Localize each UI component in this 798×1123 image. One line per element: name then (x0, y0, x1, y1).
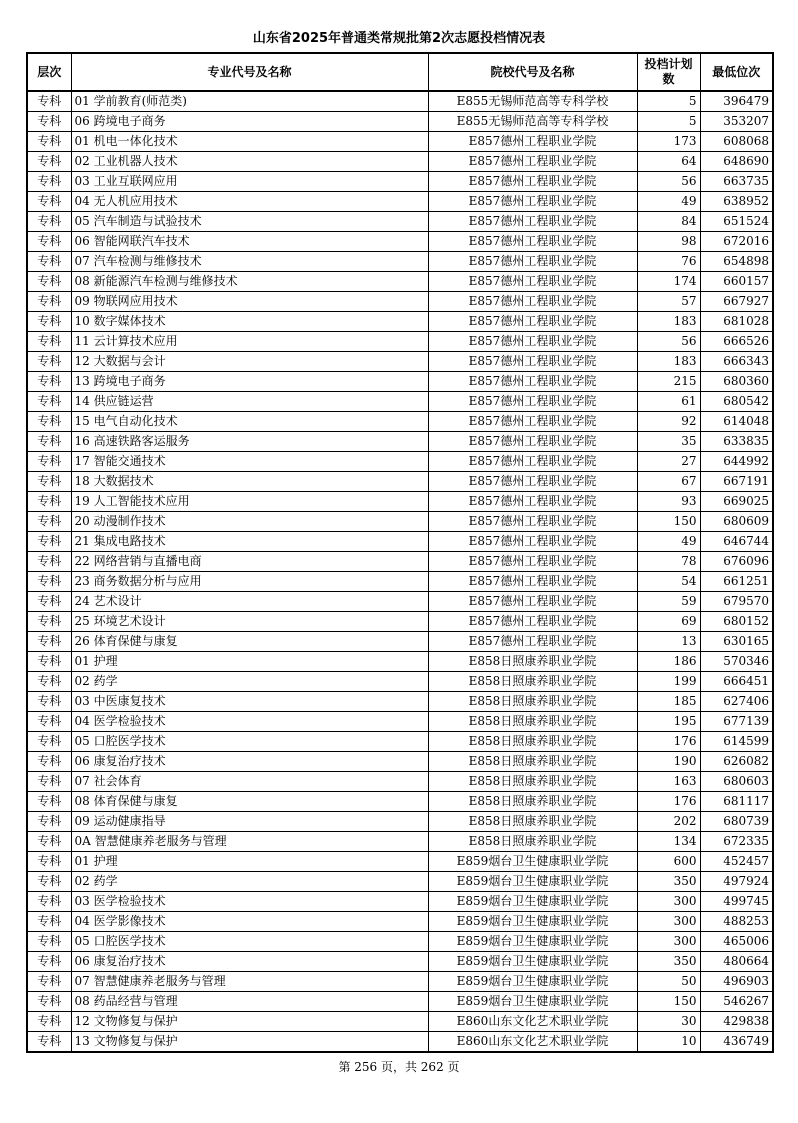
cell-major: 08 药品经营与管理 (71, 992, 428, 1012)
cell-level: 专科 (27, 992, 71, 1012)
table-row (27, 232, 773, 252)
cell-level: 专科 (27, 652, 71, 672)
cell-major: 06 康复治疗技术 (71, 752, 428, 772)
cell-plan: 56 (637, 332, 700, 352)
cell-plan: 163 (637, 772, 700, 792)
cell-plan: 84 (637, 212, 700, 232)
table-row (27, 91, 773, 112)
cell-level: 专科 (27, 552, 71, 572)
cell-level: 专科 (27, 892, 71, 912)
cell-school: E857德州工程职业学院 (428, 292, 637, 312)
cell-major: 14 供应链运营 (71, 392, 428, 412)
cell-school: E855无锡师范高等专科学校 (428, 91, 637, 112)
cell-level: 专科 (27, 752, 71, 772)
cell-level: 专科 (27, 112, 71, 132)
cell-rank: 654898 (700, 252, 773, 272)
cell-plan: 50 (637, 972, 700, 992)
cell-major: 23 商务数据分析与应用 (71, 572, 428, 592)
cell-rank: 465006 (700, 932, 773, 952)
table-row (27, 712, 773, 732)
cell-plan: 57 (637, 292, 700, 312)
cell-school: E855无锡师范高等专科学校 (428, 112, 637, 132)
cell-plan: 76 (637, 252, 700, 272)
cell-major: 02 药学 (71, 872, 428, 892)
cell-major: 08 体育保健与康复 (71, 792, 428, 812)
cell-plan: 176 (637, 792, 700, 812)
cell-level: 专科 (27, 332, 71, 352)
cell-major: 12 文物修复与保护 (71, 1012, 428, 1032)
cell-rank: 429838 (700, 1012, 773, 1032)
cell-school: E857德州工程职业学院 (428, 412, 637, 432)
table-row (27, 332, 773, 352)
cell-rank: 452457 (700, 852, 773, 872)
cell-level: 专科 (27, 812, 71, 832)
cell-plan: 195 (637, 712, 700, 732)
cell-major: 08 新能源汽车检测与维修技术 (71, 272, 428, 292)
cell-level: 专科 (27, 532, 71, 552)
cell-level: 专科 (27, 952, 71, 972)
table-row (27, 812, 773, 832)
cell-level: 专科 (27, 912, 71, 932)
cell-school: E858日照康养职业学院 (428, 692, 637, 712)
cell-level: 专科 (27, 772, 71, 792)
cell-major: 05 汽车制造与试验技术 (71, 212, 428, 232)
cell-rank: 499745 (700, 892, 773, 912)
table-row (27, 732, 773, 752)
cell-level: 专科 (27, 232, 71, 252)
cell-level: 专科 (27, 612, 71, 632)
cell-plan: 5 (637, 91, 700, 112)
cell-plan: 49 (637, 192, 700, 212)
table-row (27, 552, 773, 572)
cell-level: 专科 (27, 192, 71, 212)
cell-major: 07 智慧健康养老服务与管理 (71, 972, 428, 992)
cell-school: E857德州工程职业学院 (428, 552, 637, 572)
cell-school: E857德州工程职业学院 (428, 232, 637, 252)
cell-school: E858日照康养职业学院 (428, 672, 637, 692)
cell-level: 专科 (27, 512, 71, 532)
cell-rank: 496903 (700, 972, 773, 992)
cell-school: E857德州工程职业学院 (428, 532, 637, 552)
cell-rank: 353207 (700, 112, 773, 132)
cell-rank: 646744 (700, 532, 773, 552)
cell-major: 03 中医康复技术 (71, 692, 428, 712)
cell-rank: 608068 (700, 132, 773, 152)
cell-major: 13 跨境电子商务 (71, 372, 428, 392)
cell-level: 专科 (27, 452, 71, 472)
cell-plan: 61 (637, 392, 700, 412)
cell-major: 12 大数据与会计 (71, 352, 428, 372)
cell-rank: 660157 (700, 272, 773, 292)
cell-rank: 680360 (700, 372, 773, 392)
cell-rank: 396479 (700, 91, 773, 112)
table-row (27, 372, 773, 392)
cell-level: 专科 (27, 592, 71, 612)
cell-rank: 680542 (700, 392, 773, 412)
cell-plan: 78 (637, 552, 700, 572)
cell-school: E857德州工程职业学院 (428, 252, 637, 272)
cell-level: 专科 (27, 372, 71, 392)
table-row (27, 272, 773, 292)
page-footer: 第 256 页，共 262 页 (338, 1060, 460, 1074)
table-row (27, 152, 773, 172)
cell-rank: 497924 (700, 872, 773, 892)
cell-rank: 680603 (700, 772, 773, 792)
admission-table (26, 52, 774, 1053)
cell-rank: 436749 (700, 1032, 773, 1053)
cell-level: 专科 (27, 692, 71, 712)
cell-school: E859烟台卫生健康职业学院 (428, 912, 637, 932)
cell-rank: 666343 (700, 352, 773, 372)
cell-rank: 680152 (700, 612, 773, 632)
table-row (27, 972, 773, 992)
table-row (27, 652, 773, 672)
cell-level: 专科 (27, 352, 71, 372)
cell-school: E860山东文化艺术职业学院 (428, 1012, 637, 1032)
cell-major: 20 动漫制作技术 (71, 512, 428, 532)
header-school: 院校代号及名称 (428, 53, 637, 91)
cell-level: 专科 (27, 632, 71, 652)
cell-level: 专科 (27, 172, 71, 192)
cell-level: 专科 (27, 272, 71, 292)
table-row (27, 132, 773, 152)
cell-plan: 134 (637, 832, 700, 852)
cell-level: 专科 (27, 132, 71, 152)
cell-major: 04 医学检验技术 (71, 712, 428, 732)
cell-rank: 669025 (700, 492, 773, 512)
cell-plan: 92 (637, 412, 700, 432)
cell-level: 专科 (27, 792, 71, 812)
cell-level: 专科 (27, 412, 71, 432)
cell-rank: 630165 (700, 632, 773, 652)
table-row (27, 432, 773, 452)
cell-rank: 681028 (700, 312, 773, 332)
cell-major: 03 医学检验技术 (71, 892, 428, 912)
table-row (27, 312, 773, 332)
cell-level: 专科 (27, 712, 71, 732)
table-row (27, 832, 773, 852)
table-row (27, 852, 773, 872)
table-row (27, 692, 773, 712)
cell-major: 24 艺术设计 (71, 592, 428, 612)
cell-school: E857德州工程职业学院 (428, 572, 637, 592)
cell-level: 专科 (27, 1032, 71, 1053)
cell-major: 19 人工智能技术应用 (71, 492, 428, 512)
header-plan: 投档计划数 (637, 53, 700, 91)
cell-major: 02 工业机器人技术 (71, 152, 428, 172)
cell-plan: 350 (637, 872, 700, 892)
cell-school: E858日照康养职业学院 (428, 752, 637, 772)
cell-plan: 30 (637, 1012, 700, 1032)
cell-school: E859烟台卫生健康职业学院 (428, 992, 637, 1012)
cell-major: 11 云计算技术应用 (71, 332, 428, 352)
cell-plan: 10 (637, 1032, 700, 1053)
cell-level: 专科 (27, 292, 71, 312)
header-major: 专业代号及名称 (71, 53, 428, 91)
cell-plan: 5 (637, 112, 700, 132)
cell-major: 25 环境艺术设计 (71, 612, 428, 632)
cell-major: 06 康复治疗技术 (71, 952, 428, 972)
cell-school: E859烟台卫生健康职业学院 (428, 972, 637, 992)
cell-school: E859烟台卫生健康职业学院 (428, 892, 637, 912)
cell-plan: 64 (637, 152, 700, 172)
cell-plan: 35 (637, 432, 700, 452)
table-row (27, 512, 773, 532)
cell-major: 21 集成电路技术 (71, 532, 428, 552)
cell-major: 13 文物修复与保护 (71, 1032, 428, 1053)
table-row (27, 672, 773, 692)
table-row (27, 612, 773, 632)
cell-rank: 648690 (700, 152, 773, 172)
cell-level: 专科 (27, 432, 71, 452)
table-row (27, 392, 773, 412)
table-row (27, 352, 773, 372)
cell-school: E859烟台卫生健康职业学院 (428, 872, 637, 892)
cell-plan: 59 (637, 592, 700, 612)
cell-plan: 300 (637, 932, 700, 952)
cell-school: E857德州工程职业学院 (428, 452, 637, 472)
cell-rank: 672335 (700, 832, 773, 852)
table-row (27, 872, 773, 892)
cell-school: E859烟台卫生健康职业学院 (428, 852, 637, 872)
cell-level: 专科 (27, 212, 71, 232)
cell-rank: 666526 (700, 332, 773, 352)
cell-school: E857德州工程职业学院 (428, 632, 637, 652)
table-row (27, 252, 773, 272)
cell-rank: 651524 (700, 212, 773, 232)
cell-school: E857德州工程职业学院 (428, 372, 637, 392)
table-row (27, 452, 773, 472)
cell-school: E858日照康养职业学院 (428, 832, 637, 852)
table-row (27, 112, 773, 132)
cell-rank: 680739 (700, 812, 773, 832)
cell-school: E857德州工程职业学院 (428, 332, 637, 352)
cell-rank: 679570 (700, 592, 773, 612)
cell-plan: 27 (637, 452, 700, 472)
cell-major: 22 网络营销与直播电商 (71, 552, 428, 572)
cell-rank: 661251 (700, 572, 773, 592)
cell-rank: 644992 (700, 452, 773, 472)
header-level: 层次 (27, 53, 71, 91)
cell-rank: 663735 (700, 172, 773, 192)
cell-level: 专科 (27, 572, 71, 592)
cell-school: E857德州工程职业学院 (428, 492, 637, 512)
cell-plan: 13 (637, 632, 700, 652)
cell-plan: 49 (637, 532, 700, 552)
cell-plan: 98 (637, 232, 700, 252)
cell-school: E857德州工程职业学院 (428, 272, 637, 292)
table-row (27, 412, 773, 432)
table-row (27, 292, 773, 312)
cell-rank: 667927 (700, 292, 773, 312)
cell-rank: 672016 (700, 232, 773, 252)
cell-level: 专科 (27, 492, 71, 512)
cell-school: E860山东文化艺术职业学院 (428, 1032, 637, 1053)
cell-plan: 183 (637, 352, 700, 372)
cell-major: 15 电气自动化技术 (71, 412, 428, 432)
cell-level: 专科 (27, 152, 71, 172)
cell-school: E858日照康养职业学院 (428, 812, 637, 832)
cell-major: 01 护理 (71, 852, 428, 872)
cell-rank: 633835 (700, 432, 773, 452)
cell-major: 01 机电一体化技术 (71, 132, 428, 152)
cell-major: 07 社会体育 (71, 772, 428, 792)
cell-level: 专科 (27, 312, 71, 332)
cell-major: 04 医学影像技术 (71, 912, 428, 932)
cell-major: 10 数字媒体技术 (71, 312, 428, 332)
table-row (27, 1012, 773, 1032)
cell-level: 专科 (27, 872, 71, 892)
cell-school: E857德州工程职业学院 (428, 432, 637, 452)
cell-plan: 93 (637, 492, 700, 512)
table-row (27, 992, 773, 1012)
cell-school: E857德州工程职业学院 (428, 172, 637, 192)
cell-school: E857德州工程职业学院 (428, 132, 637, 152)
table-row (27, 912, 773, 932)
cell-major: 17 智能交通技术 (71, 452, 428, 472)
cell-rank: 627406 (700, 692, 773, 712)
cell-major: 06 跨境电子商务 (71, 112, 428, 132)
cell-plan: 600 (637, 852, 700, 872)
cell-plan: 173 (637, 132, 700, 152)
cell-major: 03 工业互联网应用 (71, 172, 428, 192)
cell-school: E858日照康养职业学院 (428, 652, 637, 672)
cell-level: 专科 (27, 392, 71, 412)
table-row (27, 932, 773, 952)
cell-major: 09 运动健康指导 (71, 812, 428, 832)
cell-school: E857德州工程职业学院 (428, 152, 637, 172)
cell-plan: 176 (637, 732, 700, 752)
cell-school: E858日照康养职业学院 (428, 772, 637, 792)
cell-school: E857德州工程职业学院 (428, 212, 637, 232)
cell-rank: 614048 (700, 412, 773, 432)
table-row (27, 592, 773, 612)
cell-major: 04 无人机应用技术 (71, 192, 428, 212)
table-row (27, 632, 773, 652)
cell-plan: 185 (637, 692, 700, 712)
table-row (27, 492, 773, 512)
page-title: 山东省2025年普通类常规批第2次志愿投档情况表 (252, 31, 546, 46)
cell-rank: 488253 (700, 912, 773, 932)
cell-level: 专科 (27, 832, 71, 852)
table-row (27, 192, 773, 212)
cell-level: 专科 (27, 472, 71, 492)
cell-major: 07 汽车检测与维修技术 (71, 252, 428, 272)
cell-plan: 69 (637, 612, 700, 632)
cell-rank: 666451 (700, 672, 773, 692)
table-row (27, 212, 773, 232)
cell-level: 专科 (27, 852, 71, 872)
table-header (27, 53, 773, 91)
cell-plan: 56 (637, 172, 700, 192)
cell-school: E859烟台卫生健康职业学院 (428, 952, 637, 972)
table-row (27, 472, 773, 492)
cell-major: 01 学前教育(师范类) (71, 91, 428, 112)
table-row (27, 172, 773, 192)
cell-level: 专科 (27, 672, 71, 692)
cell-level: 专科 (27, 732, 71, 752)
cell-major: 09 物联网应用技术 (71, 292, 428, 312)
cell-major: 05 口腔医学技术 (71, 932, 428, 952)
cell-plan: 199 (637, 672, 700, 692)
cell-rank: 614599 (700, 732, 773, 752)
cell-major: 01 护理 (71, 652, 428, 672)
cell-plan: 190 (637, 752, 700, 772)
cell-school: E858日照康养职业学院 (428, 792, 637, 812)
cell-level: 专科 (27, 932, 71, 952)
cell-plan: 54 (637, 572, 700, 592)
cell-rank: 676096 (700, 552, 773, 572)
cell-rank: 570346 (700, 652, 773, 672)
cell-school: E857德州工程职业学院 (428, 512, 637, 532)
cell-plan: 202 (637, 812, 700, 832)
cell-rank: 677139 (700, 712, 773, 732)
cell-plan: 215 (637, 372, 700, 392)
cell-school: E857德州工程职业学院 (428, 352, 637, 372)
cell-plan: 150 (637, 992, 700, 1012)
cell-major: 06 智能网联汽车技术 (71, 232, 428, 252)
cell-plan: 67 (637, 472, 700, 492)
cell-rank: 638952 (700, 192, 773, 212)
header-rank: 最低位次 (700, 53, 773, 91)
cell-plan: 300 (637, 892, 700, 912)
cell-rank: 667191 (700, 472, 773, 492)
cell-plan: 186 (637, 652, 700, 672)
table-body (27, 91, 773, 1052)
cell-school: E857德州工程职业学院 (428, 312, 637, 332)
cell-school: E857德州工程职业学院 (428, 612, 637, 632)
cell-school: E857德州工程职业学院 (428, 392, 637, 412)
cell-plan: 183 (637, 312, 700, 332)
cell-rank: 626082 (700, 752, 773, 772)
table-row (27, 572, 773, 592)
cell-rank: 546267 (700, 992, 773, 1012)
cell-major: 0A 智慧健康养老服务与管理 (71, 832, 428, 852)
table-row (27, 772, 773, 792)
cell-school: E857德州工程职业学院 (428, 592, 637, 612)
table-row (27, 532, 773, 552)
cell-major: 02 药学 (71, 672, 428, 692)
cell-school: E858日照康养职业学院 (428, 712, 637, 732)
cell-major: 05 口腔医学技术 (71, 732, 428, 752)
cell-school: E857德州工程职业学院 (428, 472, 637, 492)
cell-school: E857德州工程职业学院 (428, 192, 637, 212)
cell-rank: 480664 (700, 952, 773, 972)
cell-major: 18 大数据技术 (71, 472, 428, 492)
table-row (27, 752, 773, 772)
cell-rank: 681117 (700, 792, 773, 812)
cell-rank: 680609 (700, 512, 773, 532)
cell-school: E858日照康养职业学院 (428, 732, 637, 752)
cell-plan: 174 (637, 272, 700, 292)
table-row (27, 952, 773, 972)
cell-major: 26 体育保健与康复 (71, 632, 428, 652)
cell-school: E859烟台卫生健康职业学院 (428, 932, 637, 952)
cell-major: 16 高速铁路客运服务 (71, 432, 428, 452)
table-row (27, 792, 773, 812)
cell-plan: 150 (637, 512, 700, 532)
cell-level: 专科 (27, 91, 71, 112)
cell-level: 专科 (27, 252, 71, 272)
header-row (27, 53, 773, 91)
table-row (27, 1032, 773, 1053)
cell-plan: 300 (637, 912, 700, 932)
cell-level: 专科 (27, 1012, 71, 1032)
cell-plan: 350 (637, 952, 700, 972)
table-row (27, 892, 773, 912)
cell-level: 专科 (27, 972, 71, 992)
